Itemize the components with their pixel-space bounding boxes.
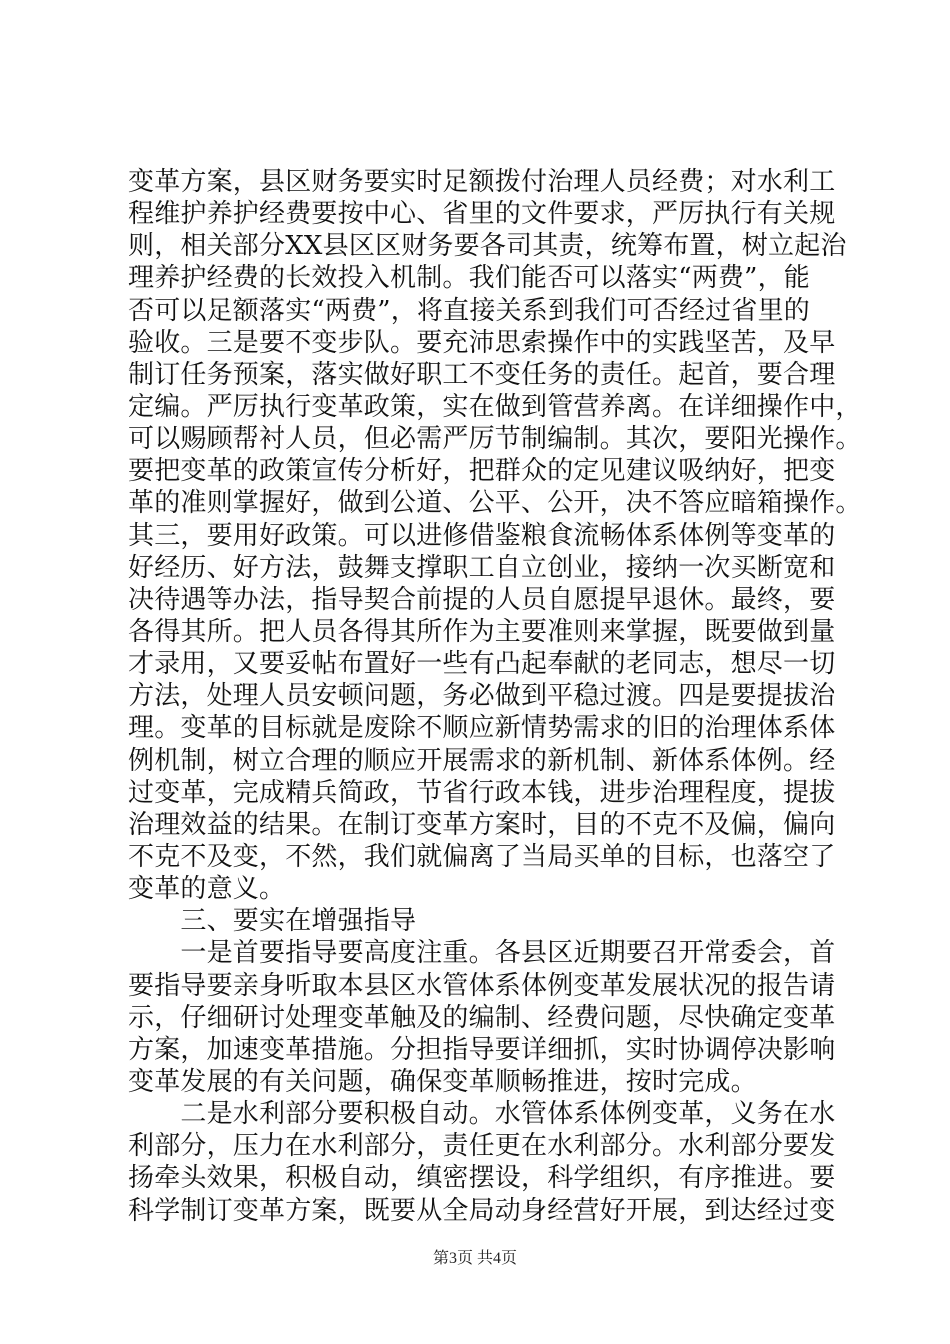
text-line: 一是首要指导要高度注重。各县区近期要召开常委会，首 (128, 938, 836, 969)
text-line: 利部分，压力在水利部分，责任更在水利部分。水利部分要发 (128, 1131, 836, 1162)
text-line: 例机制，树立合理的顺应开展需求的新机制、新体系体例。经 (128, 745, 836, 776)
text-line: 扬牵头效果，积极自动，缜密摆设，科学组织，有序推进。要 (128, 1163, 836, 1194)
text-line: 理养护经费的长效投入机制。我们能否可以落实“两费”，能 (128, 263, 810, 294)
text-line: 制订任务预案，落实做好职工不变任务的责任。起首，要合理 (128, 359, 836, 390)
page-footer: 第3页 共4页 (432, 1250, 517, 1267)
text-line: 示，仔细研讨处理变革触及的编制、经费问题，尽快确定变革 (128, 1002, 836, 1033)
text-line: 过变革，完成精兵简政，节省行政本钱，进步治理程度，提拔 (128, 777, 836, 808)
text-line: 各得其所。把人员各得其所作为主要准则来掌握，既要做到量 (128, 616, 836, 647)
text-line: 否可以足额落实“两费”，将直接关系到我们可否经过省里的 (128, 295, 810, 326)
text-line: 革的准则掌握好，做到公道、公平、公开，决不答应暗箱操作。 (128, 488, 862, 519)
text-line: 二是水利部分要积极自动。水管体系体例变革，义务在水 (128, 1099, 836, 1130)
text-line: 变革方案，县区财务要实时足额拨付治理人员经费；对水利工 (128, 167, 836, 197)
text-line: 验收。三是要不变步队。要充沛思索操作中的实践坚苦，及早 (128, 327, 836, 358)
text-line: 治理效益的结果。在制订变革方案时，目的不克不及偏，偏向 (128, 809, 836, 840)
document-body (128, 166, 862, 1227)
text-line: 方案，加速变革措施。分担指导要详细抓，实时协调停决影响 (128, 1034, 836, 1065)
text-line: 不克不及变，不然，我们就偏离了当局买单的目标，也落空了 (128, 841, 836, 872)
text-line: 好经历、好方法，鼓舞支撑职工自立创业，接纳一次买断宽和 (128, 552, 836, 583)
text-line: 才录用，又要妥帖布置好一些有凸起奉献的老同志，想尽一切 (128, 649, 836, 680)
text-line: 要把变革的政策宣传分析好，把群众的定见建议吸纳好，把变 (128, 456, 836, 487)
text-line: 方法，处理人员安顿问题，务必做到平稳过渡。四是要提拔治 (128, 681, 836, 712)
text-line: 其三，要用好政策。可以进修借鉴粮食流畅体系体例等变革的 (128, 520, 836, 551)
text-line: 可以赐顾帮衬人员，但必需严厉节制编制。其次，要阳光操作。 (128, 424, 862, 455)
text-line: 三、要实在增强指导 (128, 906, 417, 937)
text-line: 程维护养护经费要按中心、省里的文件要求，严厉执行有关规 (128, 199, 836, 230)
text-line: 科学制订变革方案，既要从全局动身经营好开展，到达经过变 (128, 1195, 836, 1226)
text-line: 决待遇等办法，指导契合前提的人员自愿提早退休。最终，要 (128, 584, 836, 615)
text-line: 变革的意义。 (128, 874, 286, 905)
text-line: 则，相关部分XX县区区财务要各司其责，统筹布置，树立起治 (128, 231, 847, 262)
text-line: 定编。严厉执行变革政策，实在做到管营养离。在详细操作中， (128, 391, 862, 422)
text-line: 变革发展的有关问题，确保变革顺畅推进，按时完成。 (128, 1066, 757, 1097)
text-line: 理。变革的目标就是废除不顺应新情势需求的旧的治理体系体 (128, 713, 836, 744)
text-line: 要指导要亲身听取本县区水管体系体例变革发展状况的报告请 (128, 970, 836, 1001)
